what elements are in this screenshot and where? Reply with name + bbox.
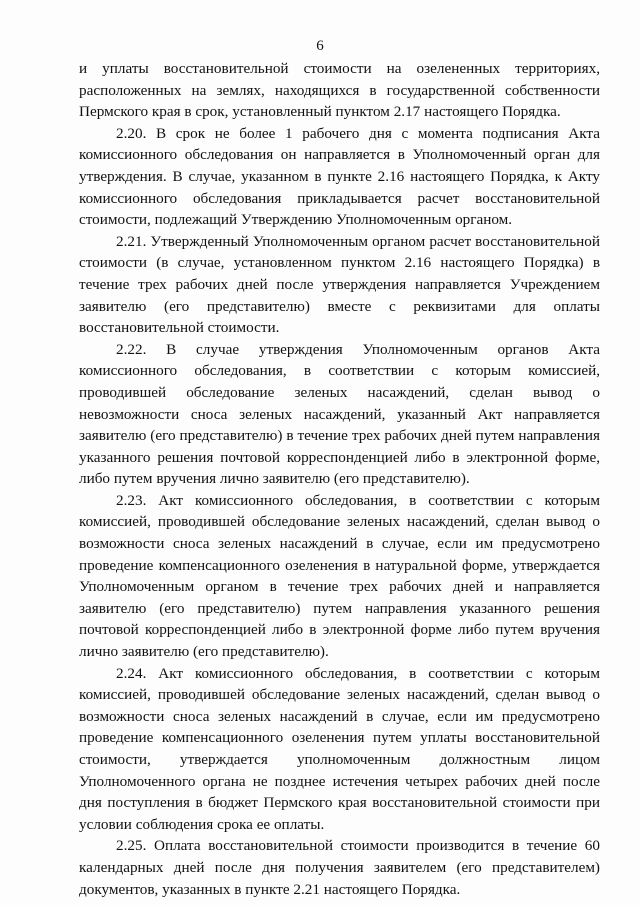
document-body [79,58,600,900]
paragraph-2-24: 2.24. Акт комиссионного обследования, в соответствии с которым комиссией, проводившей обследование зеленых насаждений, сделан вывод о возможности сноса зеленых насаждений в случае, если им предусмотрено проведение компенсационного озеленения путем уплаты восстановительной стоимости, утверждается уполномоченным должностным лицом Уполномоченного органа не позднее истечения четырех рабочих дней после дня поступления в бюджет Пермского края восстановительной стоимости при условии соблюдения срока ее оплаты. [79,664,600,833]
paragraph-continuation: и уплаты восстановительной стоимости на озелененных территориях, расположенных на землях, находящихся в государственной собственности Пермского края в срок, установленный пунктом 2.17 настоящего Порядка. [79,60,600,121]
paragraph-2-20: 2.20. В срок не более 1 рабочего дня с момента подписания Акта комиссионного обследования он направляется в Уполномоченный орган для утверждения. В случае, указанном в пункте 2.16 настоящего Порядка, к Акту комиссионного обследования прикладывается расчет восстановительной стоимости, подлежащий Утверждению Уполномоченным органом. [79,124,600,229]
paragraph-2-25: 2.25. Оплата восстановительной стоимости производится в течение 60 календарных дней после дня получения заявителем (его представителем) документов, указанных в пункте 2.21 настоящего Порядка. [79,837,600,898]
page-number: 6 [316,38,324,54]
paragraph-2-23: 2.23. Акт комиссионного обследования, в соответствии с которым комиссией, проводившей обследование зеленых насаждений, сделан вывод о возможности сноса зеленых насаждений в случае, если им предусмотрено проведение компенсационного озеленения в натуральной форме, утверждается Уполномоченным органом в течение трех рабочих дней и направляется заявителю (его представителю) путем направления указанного решения почтовой корреспонденцией либо в электронной форме либо путем вручения лично заявителю (его представителю). [79,491,600,661]
paragraph-2-21: 2.21. Утвержденный Уполномоченным органом расчет восстановительной стоимости (в случае, установленном пунктом 2.16 настоящего Порядка) в течение трех рабочих дней после утверждения направляется Учреждением заявителю (его представителю) вместе с реквизитами для оплаты восстановительной стоимости. [79,232,600,337]
paragraph-2-22: 2.22. В случае утверждения Уполномоченным органов Акта комиссионного обследования, в соответствии с которым комиссией, проводившей обследование зеленых насаждений, сделан вывод о невозможности сноса зеленых насаждений, указанный Акт направляется заявителю (его представителю) в течение трех рабочих дней путем направления указанного решения почтовой корреспонденцией либо в электронной форме, либо путем вручения лично заявителю (его представителю). [79,340,600,488]
